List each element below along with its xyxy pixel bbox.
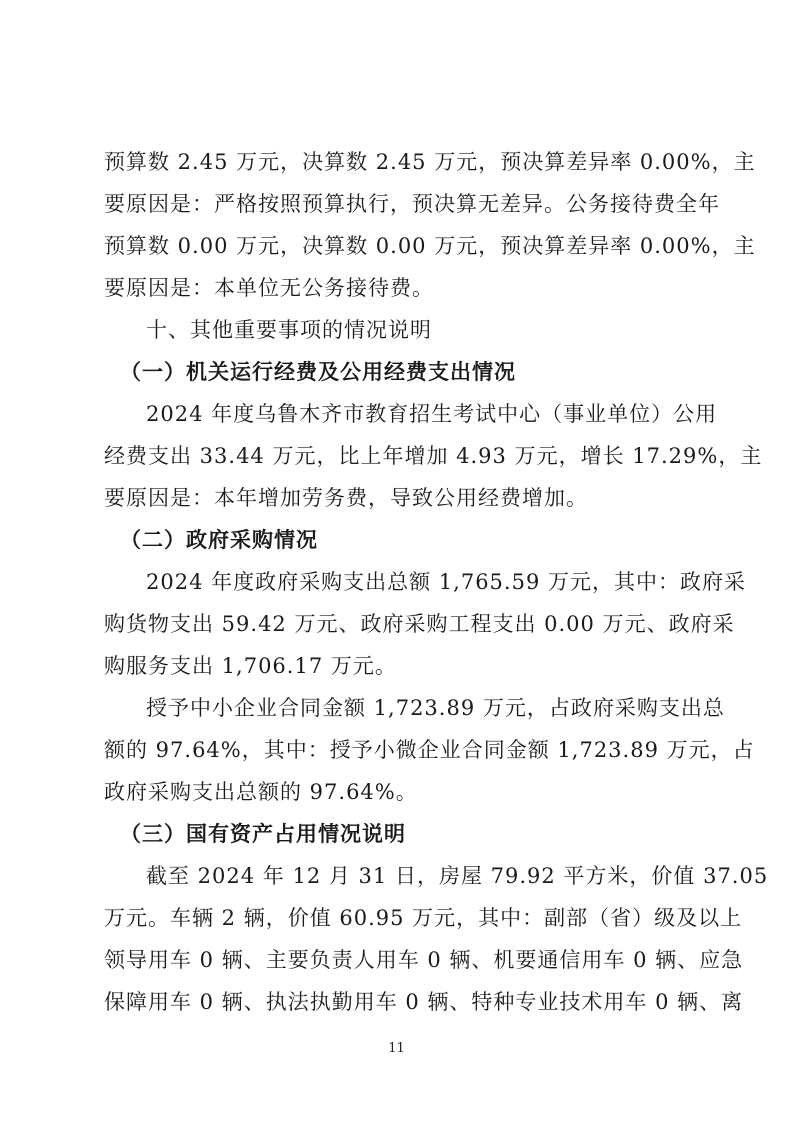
body-line: 保障用车 0 辆、执法执勤用车 0 辆、特种专业技术用车 0 辆、离 — [104, 990, 744, 1014]
subsection-heading: （一）机关运行经费及公用经费支出情况 — [120, 360, 516, 384]
section-heading: 十、其他重要事项的情况说明 — [146, 318, 432, 342]
body-line: 购货物支出 59.42 万元、政府采购工程支出 0.00 万元、政府采 — [104, 612, 735, 636]
body-line: 额的 97.64%，其中：授予小微企业合同金额 1,723.89 万元，占 — [104, 738, 755, 762]
body-line: 万元。车辆 2 辆，价值 60.95 万元，其中：副部（省）级及以上 — [104, 906, 743, 930]
body-line: 购服务支出 1,706.17 万元。 — [104, 654, 397, 678]
body-line: 要原因是：本单位无公务接待费。 — [104, 276, 434, 300]
page-number: 11 — [388, 1041, 405, 1056]
body-line: 授予中小企业合同金额 1,723.89 万元，占政府采购支出总 — [146, 696, 725, 720]
body-line: 领导用车 0 辆、主要负责人用车 0 辆、机要通信用车 0 辆、应急 — [104, 948, 744, 972]
body-line: 经费支出 33.44 万元，比上年增加 4.93 万元，增长 17.29%，主 — [104, 444, 763, 468]
subsection-heading: （三）国有资产占用情况说明 — [120, 822, 406, 846]
subsection-heading: （二）政府采购情况 — [120, 528, 318, 552]
body-line: 要原因是：严格按照预算执行，预决算无差异。公务接待费全年 — [104, 192, 720, 216]
body-line: 2024 年度政府采购支出总额 1,765.59 万元，其中：政府采 — [146, 570, 746, 594]
body-line: 政府采购支出总额的 97.64%。 — [104, 780, 418, 804]
body-line: 预算数 2.45 万元，决算数 2.45 万元，预决算差异率 0.00%，主 — [104, 150, 756, 174]
body-line: 2024 年度乌鲁木齐市教育招生考试中心（事业单位）公用 — [146, 402, 718, 426]
body-line: 截至 2024 年 12 月 31 日，房屋 79.92 平方米，价值 37.05 — [146, 864, 769, 888]
body-line: 预算数 0.00 万元，决算数 0.00 万元，预决算差异率 0.00%，主 — [104, 234, 756, 258]
body-line: 要原因是：本年增加劳务费，导致公用经费增加。 — [104, 486, 588, 510]
